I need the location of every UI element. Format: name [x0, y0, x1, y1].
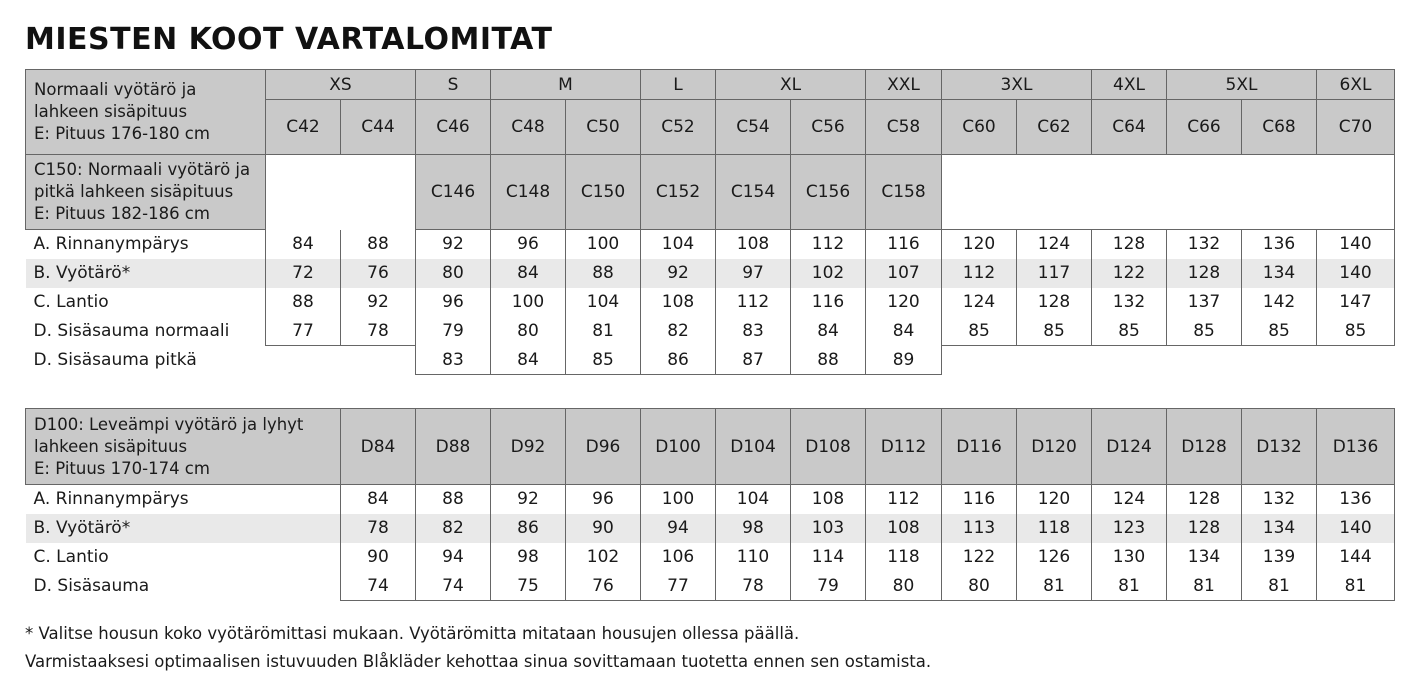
table-cell: 96: [566, 485, 641, 514]
table-cell: 82: [641, 317, 716, 346]
table-cell: 136: [1317, 485, 1395, 514]
table-cell: 78: [716, 572, 791, 601]
table-cell: 81: [1092, 572, 1167, 601]
size-code: D120: [1017, 409, 1092, 485]
table-cell: 85: [1242, 317, 1317, 346]
table-cell: 90: [341, 543, 416, 572]
row-label: D. Sisäsauma pitkä: [33, 350, 197, 370]
table-cell: 100: [641, 485, 716, 514]
table-cell: 103: [791, 514, 866, 543]
table-cell: 82: [416, 514, 491, 543]
table-cell: 92: [491, 485, 566, 514]
table-cell: 134: [1167, 543, 1242, 572]
table-cell: 81: [1167, 572, 1242, 601]
header-label-line: lahkeen sisäpituus: [34, 436, 188, 456]
header-label-line: lahkeen sisäpituus: [34, 102, 188, 121]
header-label-line: Normaali vyötärö ja: [34, 80, 197, 99]
table-cell: 144: [1317, 543, 1395, 572]
table-cell: 112: [791, 230, 866, 259]
table-cell: 107: [866, 259, 942, 288]
table-cell: 130: [1092, 543, 1167, 572]
long-size-code: C156: [791, 155, 866, 230]
page-title: MIESTEN KOOT VARTALOMITAT: [25, 22, 553, 57]
size-code: C62: [1017, 100, 1092, 155]
long-size-code: C146: [416, 155, 491, 230]
table-cell: 74: [416, 572, 491, 601]
size-code: D136: [1317, 409, 1395, 485]
table-cell: 128: [1167, 485, 1242, 514]
size-code: D104: [716, 409, 791, 485]
row-label: B. Vyötärö*: [26, 514, 341, 543]
header-label-line: E: Pituus 182-186 cm: [34, 204, 210, 223]
size-group: 3XL: [942, 70, 1092, 100]
table-cell: 88: [416, 485, 491, 514]
table-cell: 112: [942, 259, 1017, 288]
table-cell: 90: [566, 514, 641, 543]
table-cell: 87: [716, 346, 791, 375]
size-code: C70: [1317, 100, 1395, 155]
table-cell: 92: [341, 288, 416, 317]
header-label-line: D100: Leveämpi vyötärö ja lyhyt: [34, 414, 304, 434]
table-cell: 139: [1242, 543, 1317, 572]
table-cell: 120: [866, 288, 942, 317]
table-cell: 80: [491, 317, 566, 346]
row-label: C. Lantio: [33, 292, 109, 312]
table-cell: 118: [866, 543, 942, 572]
size-group: 5XL: [1167, 70, 1317, 100]
table-cell: 108: [791, 485, 866, 514]
table-cell: 85: [942, 317, 1017, 346]
header-label-line: C150: Normaali vyötärö ja: [34, 160, 251, 179]
table-row: [26, 288, 1395, 317]
table-cell: 75: [491, 572, 566, 601]
footnote: Varmistaaksesi optimaalisen istuvuuden Blåkläder kehottaa sinua sovittamaan tuotetta ennen sen ostamista.: [25, 652, 932, 671]
table-cell: 134: [1242, 514, 1317, 543]
table-cell: 126: [1017, 543, 1092, 572]
table-cell: 98: [491, 543, 566, 572]
table-cell: 89: [866, 346, 942, 375]
table-cell: 128: [1167, 259, 1242, 288]
table-cell: 104: [716, 485, 791, 514]
table-cell: 120: [1017, 485, 1092, 514]
table-cell: 118: [1017, 514, 1092, 543]
table-cell: 83: [716, 317, 791, 346]
size-code: D124: [1092, 409, 1167, 485]
table-cell: 128: [1092, 230, 1167, 259]
long-size-code: C158: [866, 155, 942, 230]
table-cell: 81: [1242, 572, 1317, 601]
size-code: D88: [416, 409, 491, 485]
size-table-normal: [25, 69, 1395, 375]
size-code: C42: [266, 100, 341, 155]
empty-cell: [942, 155, 1395, 230]
table-cell: 97: [716, 259, 791, 288]
table-cell: 77: [641, 572, 716, 601]
table-cell: 83: [416, 346, 491, 375]
size-group: XXL: [866, 70, 942, 100]
size-code: C46: [416, 100, 491, 155]
table-cell: 76: [341, 259, 416, 288]
row-label: A. Rinnanympärys: [33, 489, 189, 510]
table-cell: 80: [866, 572, 942, 601]
table-cell: 116: [942, 485, 1017, 514]
table-row: [26, 259, 1395, 288]
table-cell: 128: [1167, 514, 1242, 543]
empty-cell: [266, 346, 416, 375]
long-size-code: C154: [716, 155, 791, 230]
table-cell: 79: [416, 317, 491, 346]
size-group: S: [416, 70, 491, 100]
header-label-long: [26, 155, 266, 230]
table-cell: 110: [716, 543, 791, 572]
table-cell: 80: [416, 259, 491, 288]
empty-cell: [266, 155, 416, 230]
table-cell: 81: [1317, 572, 1395, 601]
row-label: D. Sisäsauma: [33, 576, 150, 596]
table-cell: 84: [491, 346, 566, 375]
size-code: D128: [1167, 409, 1242, 485]
table-cell: 104: [566, 288, 641, 317]
long-code-row: [26, 155, 1395, 230]
table-cell: 132: [1167, 230, 1242, 259]
table-cell: 78: [341, 317, 416, 346]
table-cell: 84: [341, 485, 416, 514]
table-cell: 85: [1167, 317, 1242, 346]
table-cell: 116: [791, 288, 866, 317]
table-cell: 81: [566, 317, 641, 346]
size-code: C64: [1092, 100, 1167, 155]
table-cell: 106: [641, 543, 716, 572]
long-size-code: C152: [641, 155, 716, 230]
header-label-wide: [26, 409, 341, 485]
table-cell: 102: [791, 259, 866, 288]
table-row: [26, 485, 1395, 514]
table-cell: 120: [942, 230, 1017, 259]
table-cell: 104: [641, 230, 716, 259]
size-table-wide: [25, 408, 1395, 601]
table-cell: 88: [266, 288, 341, 317]
table-cell: 77: [266, 317, 341, 346]
size-code: D108: [791, 409, 866, 485]
size-code: C44: [341, 100, 416, 155]
d-code-row: [26, 409, 1395, 485]
table-cell: 100: [566, 230, 641, 259]
table-cell: 74: [341, 572, 416, 601]
size-code: C52: [641, 100, 716, 155]
table-cell: 132: [1092, 288, 1167, 317]
table-cell: 137: [1167, 288, 1242, 317]
table-cell: 76: [566, 572, 641, 601]
table-cell: 132: [1242, 485, 1317, 514]
table-cell: 85: [1017, 317, 1092, 346]
size-code: C48: [491, 100, 566, 155]
table-cell: 96: [416, 288, 491, 317]
table-cell: 116: [866, 230, 942, 259]
table-cell: 114: [791, 543, 866, 572]
table-row: [26, 514, 1395, 543]
table-cell: 112: [866, 485, 942, 514]
table-cell: 88: [566, 259, 641, 288]
size-code: C58: [866, 100, 942, 155]
table-cell: 128: [1017, 288, 1092, 317]
size-group: M: [491, 70, 641, 100]
row-label: D. Sisäsauma normaali: [33, 321, 230, 341]
table-cell: 124: [942, 288, 1017, 317]
size-code: D92: [491, 409, 566, 485]
size-code: D100: [641, 409, 716, 485]
table-cell: 113: [942, 514, 1017, 543]
table-cell: 94: [416, 543, 491, 572]
table-cell: 96: [491, 230, 566, 259]
table-cell: 79: [791, 572, 866, 601]
table-cell: 123: [1092, 514, 1167, 543]
table-cell: 147: [1317, 288, 1395, 317]
table-cell: 134: [1242, 259, 1317, 288]
size-group: XL: [716, 70, 866, 100]
size-code: D116: [942, 409, 1017, 485]
size-code: D96: [566, 409, 641, 485]
size-group: 4XL: [1092, 70, 1167, 100]
size-code: C50: [566, 100, 641, 155]
table-cell: 85: [1092, 317, 1167, 346]
table-cell: 117: [1017, 259, 1092, 288]
size-code: C68: [1242, 100, 1317, 155]
table-cell: 72: [266, 259, 341, 288]
row-label: A. Rinnanympärys: [33, 234, 189, 255]
table-cell: 94: [641, 514, 716, 543]
table-cell: 78: [341, 514, 416, 543]
header-label-line: E: Pituus 170-174 cm: [34, 458, 210, 478]
size-code: C56: [791, 100, 866, 155]
size-group: XS: [266, 70, 416, 100]
table-cell: 122: [1092, 259, 1167, 288]
table-cell: 85: [1317, 317, 1395, 346]
size-code: C60: [942, 100, 1017, 155]
table-cell: 84: [266, 230, 341, 259]
table-cell: 140: [1317, 230, 1395, 259]
table-cell: 86: [641, 346, 716, 375]
table-row: [26, 543, 1395, 572]
table-cell: 142: [1242, 288, 1317, 317]
empty-cell: [942, 346, 1395, 375]
header-label-normal: [26, 70, 266, 155]
size-group: 6XL: [1317, 70, 1395, 100]
table-cell: 102: [566, 543, 641, 572]
table-row: [26, 346, 1395, 375]
table-cell: 92: [641, 259, 716, 288]
table-cell: 80: [942, 572, 1017, 601]
table-cell: 81: [1017, 572, 1092, 601]
table-cell: 108: [866, 514, 942, 543]
row-label: B. Vyötärö*: [26, 259, 266, 288]
table-cell: 85: [566, 346, 641, 375]
table-cell: 122: [942, 543, 1017, 572]
table-cell: 88: [791, 346, 866, 375]
size-code: D84: [341, 409, 416, 485]
table-cell: 140: [1317, 259, 1395, 288]
table-cell: 92: [416, 230, 491, 259]
table-row: [26, 230, 1395, 259]
table-cell: 86: [491, 514, 566, 543]
table-cell: 98: [716, 514, 791, 543]
size-code: C66: [1167, 100, 1242, 155]
table-cell: 84: [491, 259, 566, 288]
table-cell: 124: [1017, 230, 1092, 259]
table-cell: 84: [866, 317, 942, 346]
table-cell: 108: [716, 230, 791, 259]
size-code: C54: [716, 100, 791, 155]
table-cell: 88: [341, 230, 416, 259]
table-cell: 108: [641, 288, 716, 317]
header-label-line: pitkä lahkeen sisäpituus: [34, 182, 234, 201]
size-group: L: [641, 70, 716, 100]
size-code: D112: [866, 409, 942, 485]
table-cell: 112: [716, 288, 791, 317]
header-label-line: E: Pituus 176-180 cm: [34, 124, 210, 143]
footnote: * Valitse housun koko vyötärömittasi mukaan. Vyötärömitta mitataan housujen ollessa päällä.: [25, 624, 800, 643]
table-cell: 124: [1092, 485, 1167, 514]
table-cell: 136: [1242, 230, 1317, 259]
table-cell: 140: [1317, 514, 1395, 543]
row-label: C. Lantio: [33, 547, 109, 567]
table-row: [26, 572, 1395, 601]
size-code: D132: [1242, 409, 1317, 485]
table-cell: 100: [491, 288, 566, 317]
table-cell: 84: [791, 317, 866, 346]
table-row: [26, 317, 1395, 346]
long-size-code: C150: [566, 155, 641, 230]
long-size-code: C148: [491, 155, 566, 230]
